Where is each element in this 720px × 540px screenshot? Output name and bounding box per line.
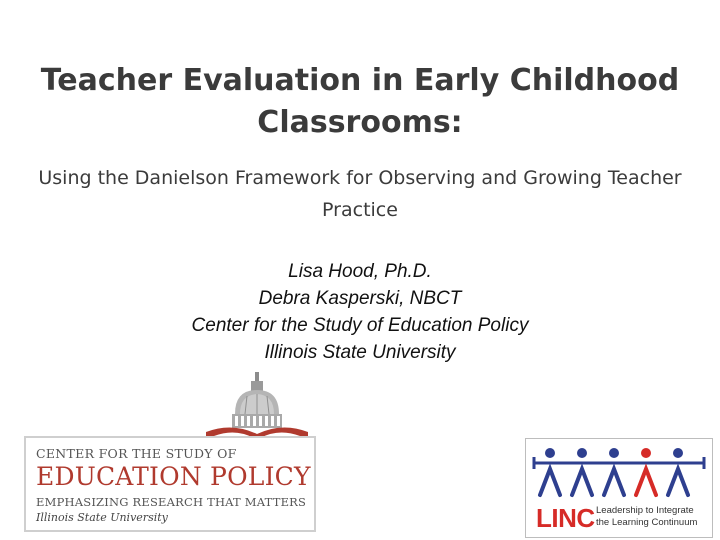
- slide-subtitle: Using the Danielson Framework for Observing and Growing Teacher Practice: [38, 167, 682, 221]
- author-block: [30, 258, 690, 366]
- education-policy-logo-box: [24, 436, 316, 532]
- slide-title: Teacher Evaluation in Early Childhood Classrooms:: [40, 63, 680, 140]
- author-name-1: Lisa Hood, Ph.D.: [288, 261, 432, 282]
- linc-logo: [525, 438, 713, 538]
- education-policy-logo: [24, 370, 316, 530]
- logo-line-center: CENTER FOR THE STUDY OF: [36, 446, 237, 461]
- author-affiliation-university: Illinois State University: [264, 342, 456, 363]
- logo-line-education-policy: EDUCATION POLICY: [36, 462, 311, 491]
- logo-line-tagline: EMPHASIZING RESEARCH THAT MATTERS: [36, 495, 307, 509]
- people-chain-icon: [526, 439, 712, 501]
- author-name-2: Debra Kasperski, NBCT: [258, 288, 462, 309]
- linc-wordmark: LINC: [536, 503, 595, 533]
- logo-line-university: Illinois State University: [36, 511, 168, 524]
- linc-tagline: Leadership to Integrate the Learning Continuum: [596, 505, 698, 528]
- author-affiliation-center: Center for the Study of Education Policy: [191, 315, 529, 336]
